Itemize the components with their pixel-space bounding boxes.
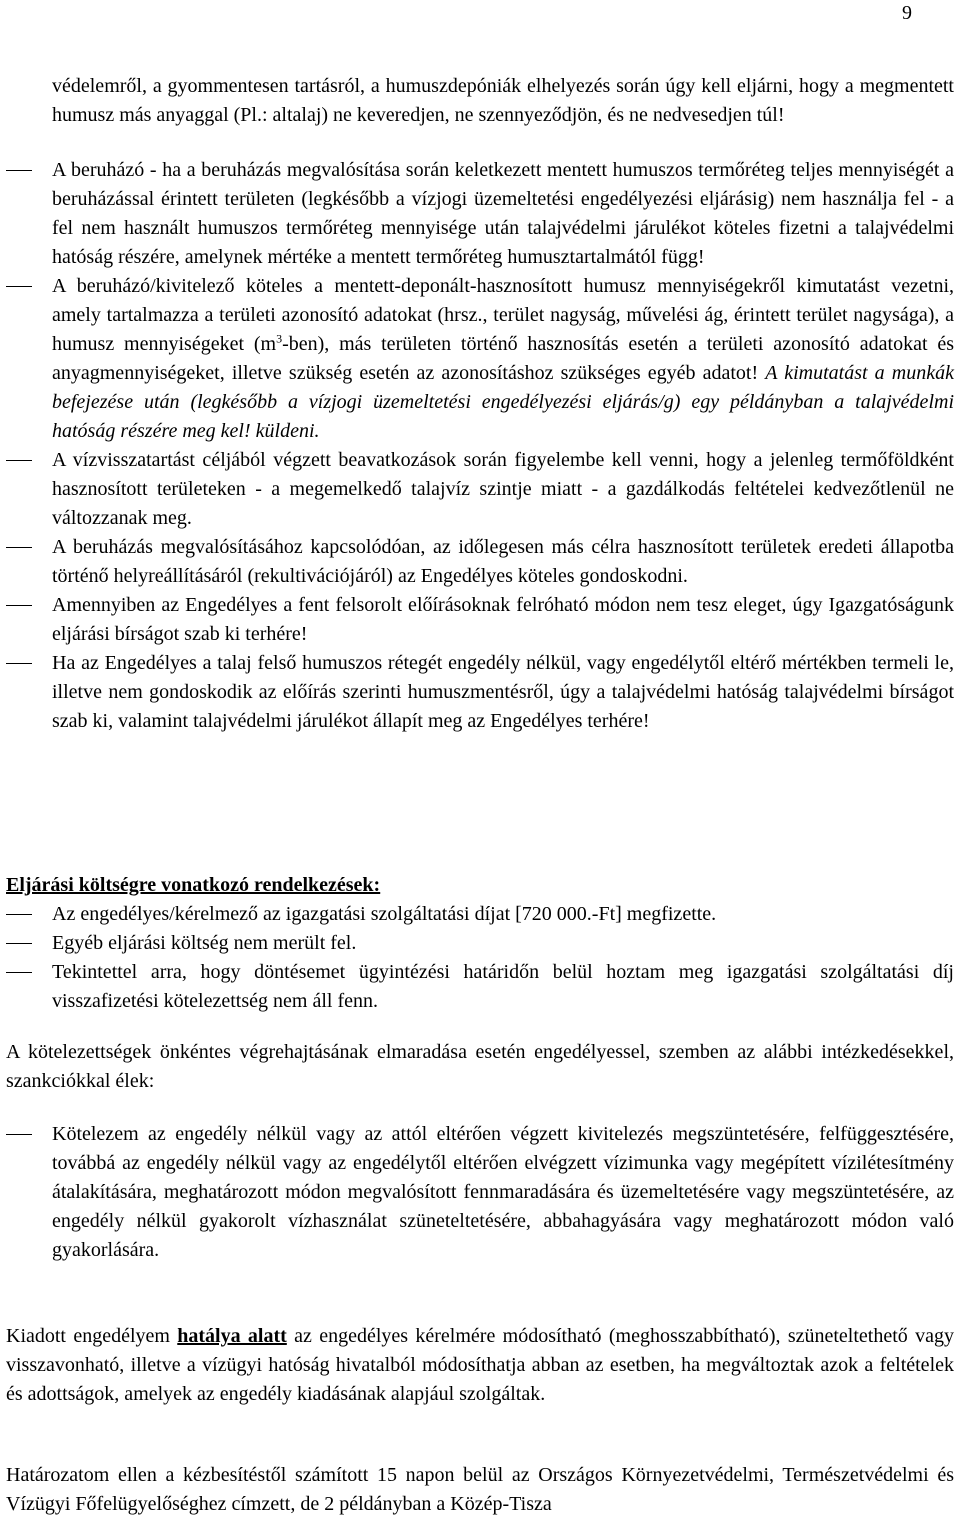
dash-bullet-icon (6, 943, 32, 944)
enforcement-intro: A kötelezettségek önkéntes végrehajtásának elmaradása esetén engedélyessel, szemben az alábbi intézkedésekkel, szankciókkal élek: (6, 1041, 954, 1092)
costs-section (6, 871, 954, 1016)
dash-bullet-icon (6, 547, 32, 548)
list-item: Ha az Engedélyes a talaj felső humuszos rétegét engedély nélkül, vagy engedélytől eltérő mértékben termeli le, illetve nem gondoskodik az előírás szerinti humuszmentésről, úgy a talajvédelmi hatóság talajvédelmi bírságot szab ki, valamint talajvédelmi járulékot állapít meg az Engedélyes terhére! (6, 649, 954, 736)
appeal-paragraph: Határozatom ellen a kézbesítéstől számított 15 napon belül az Országos Környezetvédelmi, Természetvédelmi és Vízügyi Főfelügyelőséghez címzett, de 2 példányban a Közép-Tisza (6, 1464, 954, 1515)
dash-bullet-icon (6, 605, 32, 606)
costs-heading: Eljárási költségre vonatkozó rendelkezések: (6, 874, 381, 896)
obligations-list (6, 156, 954, 736)
validity-emphasis: hatálya alatt (177, 1325, 287, 1347)
dash-bullet-icon (6, 170, 32, 171)
list-item: Az engedélyes/kérelmező az igazgatási szolgáltatási díjat [720 000.-Ft] megfizette. (6, 900, 954, 929)
list-item: A beruházás megvalósításához kapcsolódóan, az időlegesen más célra hasznosított területek eredeti állapotba történő helyreállításáról (rekultivációjáról) az Engedélyes köteles gondoskodni. (6, 533, 954, 591)
dash-bullet-icon (6, 663, 32, 664)
dash-bullet-icon (6, 972, 32, 973)
list-item: A vízvisszatartást céljából végzett beavatkozások során figyelembe kell venni, hogy a jelenleg termőföldként hasznosított területeken - a megemelkedő talajvíz szintje miatt - a gazdálkodás feltételei kedvezőtlenül ne változzanak meg. (6, 446, 954, 533)
list-item: A beruházó - ha a beruházás megvalósítása során keletkezett mentett humuszos termőréteg teljes mennyiségét a beruházással érintett területen (legkésőbb a vízjogi üzemeltetési engedélyezési eljárásig) nem használja fel - a fel nem használt humuszos termőréteg mennyisége után talajvédelmi járulékot köteles fizetni a talajvédelmi hatóság részére, amelynek mértéke a mentett termőréteg humusztartalmától függ! (6, 156, 954, 272)
dash-bullet-icon (6, 286, 32, 287)
dash-bullet-icon (6, 914, 32, 915)
continuation-paragraph: védelemről, a gyommentesen tartásról, a humuszdepóniák elhelyezés során úgy kell eljárni, hogy a megmentett humusz más anyaggal (Pl.: altalaj) ne keveredjen, ne szennyeződjön, és ne nedvesedjen túl! (52, 75, 954, 126)
page-number: 9 (902, 2, 912, 24)
list-item: Kötelezem az engedély nélkül vagy az attól eltérően végzett kivitelezés megszüntetésére, felfüggesztésére, továbbá az engedély nélkül vagy az engedélytől eltérően elvégzett vízimunka vagy megépített vízilétesítmény átalakítására, meghatározott módon megvalósított fennmaradására és üzemeltetésére vagy megszüntetésére, az engedély nélkül gyakorolt vízhasználat szüneteltetésére, abbahagyására vagy meghatározott módon való gyakorlására. (6, 1120, 954, 1265)
list-item: Tekintettel arra, hogy döntésemet ügyintézési határidőn belül hoztam meg igazgatási szolgáltatási díj visszafizetési kötelezettség nem áll fenn. (6, 958, 954, 1016)
dash-bullet-icon (6, 1134, 32, 1135)
list-item-humus-record: A beruházó/kivitelező köteles a mentett-deponált-hasznosított humusz mennyiségekről kimutatást vezetni, amely tartalmazza a területi azonosító adatokat (hrsz., terület nagyság, művelési ág, érintett terület nagysága), a humusz mennyiségeket $(m^3-ben)$, más területen történő hasznosítás esetén a területi azonosító adatokat és anyagmennyiségeket, illetve szükség esetén az azonosításhoz szükséges egyéb adatot! A kimutatást a munkák befejezése után (legkésőbb a vízjogi üzemeltetési engedélyezési eljárás/g) egy példányban a talajvédelmi hatóság részére meg kel! küldeni. (6, 272, 954, 446)
dash-bullet-icon (6, 460, 32, 461)
list-item: Egyéb eljárási költség nem merült fel. (6, 929, 954, 958)
validity-paragraph: Kiadott engedélyem hatálya alatt az engedélyes kérelmére módosítható (meghosszabbítható), szüneteltethető vagy visszavonható, illetve a vízügyi hatóság hivatalból módosíthatja abban az esetben, ha megváltoztak azok a feltételek és adottságok, amelyek az engedély kiadásának alapjául szolgáltak. (6, 1325, 954, 1405)
italic-note: A kimutatást a munkák befejezése után (legkésőbb a vízjogi üzemeltetési engedélyezési eljárás/g) egy példányban a talajvédelmi hatóság részére meg kel! küldeni. (52, 362, 954, 442)
enforcement-list (6, 1120, 954, 1265)
list-item: Amennyiben az Engedélyes a fent felsorolt előírásoknak felróható módon nem tesz eleget, úgy Igazgatóságunk eljárási bírságot szab ki terhére! (6, 591, 954, 649)
